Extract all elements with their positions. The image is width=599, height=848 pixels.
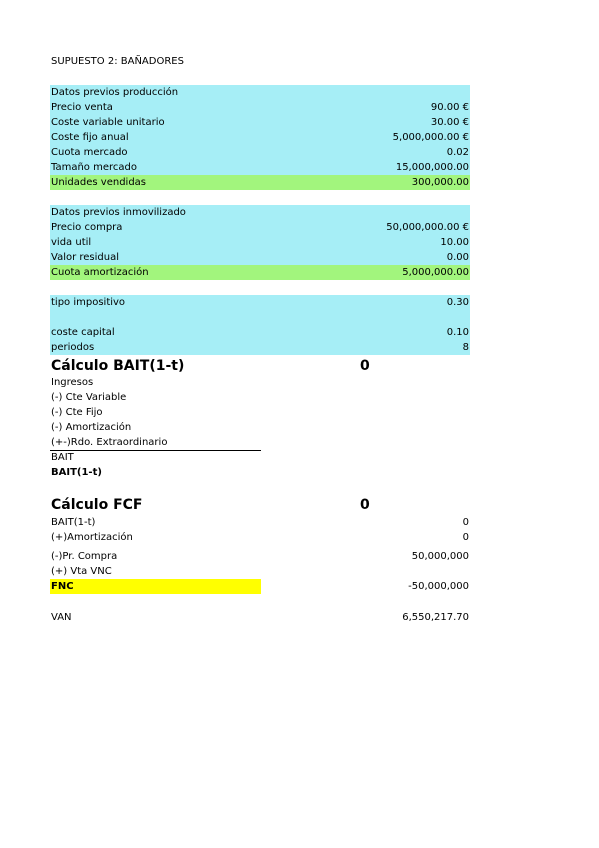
bait1t-label: BAIT(1-t) xyxy=(51,467,102,478)
row-label: vida util xyxy=(51,237,92,248)
row-label: (+)Amortización xyxy=(51,532,133,543)
inmovilizado-block xyxy=(50,205,470,280)
row-label: Precio compra xyxy=(51,222,123,233)
periodos-row[interactable] xyxy=(50,340,470,355)
fcf-block-2 xyxy=(50,549,470,594)
coste-capital-row[interactable] xyxy=(50,325,470,340)
row-label: (+) Vta VNC xyxy=(51,566,112,577)
produccion-header-row[interactable] xyxy=(50,85,470,100)
row-label: Cuota mercado xyxy=(51,147,128,158)
coste-capital-label: coste capital xyxy=(51,327,115,338)
bait-row[interactable] xyxy=(50,450,470,465)
produccion-row-coste-variable[interactable] xyxy=(50,115,470,130)
fcf-block xyxy=(50,515,470,545)
bait-item-cte-variable[interactable] xyxy=(50,390,470,405)
produccion-row-tamano-mercado[interactable] xyxy=(50,160,470,175)
row-label: Tamaño mercado xyxy=(51,162,137,173)
van-block xyxy=(50,610,470,625)
row-label: (+-)Rdo. Extraordinario xyxy=(51,437,168,448)
bait-heading-value: 0 xyxy=(360,358,370,374)
row-value: 5,000,000.00 xyxy=(402,267,469,278)
row-label: (-) Cte Variable xyxy=(51,392,127,403)
bait-label: BAIT xyxy=(51,452,74,463)
van-label: VAN xyxy=(51,612,72,623)
periodos-value: 8 xyxy=(462,342,469,353)
row-value: 0.00 xyxy=(446,252,469,263)
row-label: (-)Pr. Compra xyxy=(51,551,118,562)
fcf-bait1t-row[interactable] xyxy=(50,515,470,530)
row-label: Cuota amortización xyxy=(51,267,149,278)
van-row[interactable] xyxy=(50,610,470,625)
produccion-block xyxy=(50,85,470,190)
row-value: 90.00 € xyxy=(430,102,469,113)
van-value: 6,550,217.70 xyxy=(402,612,469,623)
row-value: 50,000,000.00 € xyxy=(386,222,469,233)
inmovilizado-row-cuota-amortizacion[interactable] xyxy=(50,265,470,280)
coste-capital-value: 0.10 xyxy=(446,327,469,338)
fcf-compra-row[interactable] xyxy=(50,549,470,564)
fcf-vnc-row[interactable] xyxy=(50,564,470,579)
fcf-heading: Cálculo FCF xyxy=(51,497,143,513)
row-value: 10.00 xyxy=(440,237,469,248)
row-label: Precio venta xyxy=(51,102,113,113)
blank-row[interactable] xyxy=(50,310,470,325)
periodos-label: periodos xyxy=(51,342,95,353)
row-label: Unidades vendidas xyxy=(51,177,147,188)
fcf-amortizacion-row[interactable] xyxy=(50,530,470,545)
row-label: Valor residual xyxy=(51,252,120,263)
row-value: 300,000.00 xyxy=(411,177,469,188)
produccion-row-unidades-vendidas[interactable] xyxy=(50,175,470,190)
sheet-title: SUPUESTO 2: BAÑADORES xyxy=(51,56,184,67)
row-label: (-) Cte Fijo xyxy=(51,407,103,418)
bait-item-ingresos[interactable] xyxy=(50,375,470,390)
tipo-impositivo-row[interactable] xyxy=(50,295,470,310)
bait-item-cte-fijo[interactable] xyxy=(50,405,470,420)
bait-item-rdo-extraordinario[interactable] xyxy=(50,435,470,450)
produccion-header: Datos previos producción xyxy=(51,87,179,98)
row-label: (-) Amortización xyxy=(51,422,132,433)
row-label: Ingresos xyxy=(51,377,94,388)
produccion-row-precio-venta[interactable] xyxy=(50,100,470,115)
row-value: 15,000,000.00 xyxy=(395,162,469,173)
tipo-impositivo-label: tipo impositivo xyxy=(51,297,126,308)
inmovilizado-row-valor-residual[interactable] xyxy=(50,250,470,265)
bait1t-row[interactable] xyxy=(50,465,470,480)
fnc-value: -50,000,000 xyxy=(408,581,469,592)
fcf-heading-value: 0 xyxy=(360,497,370,513)
otros-block xyxy=(50,295,470,355)
inmovilizado-row-precio-compra[interactable] xyxy=(50,220,470,235)
row-label: Coste fijo anual xyxy=(51,132,129,143)
tipo-impositivo-value: 0.30 xyxy=(446,297,469,308)
produccion-row-coste-fijo[interactable] xyxy=(50,130,470,145)
inmovilizado-header-row[interactable] xyxy=(50,205,470,220)
row-label: BAIT(1-t) xyxy=(51,517,96,528)
row-value: 0 xyxy=(462,517,469,528)
row-value: 5,000,000.00 € xyxy=(392,132,469,143)
produccion-row-cuota-mercado[interactable] xyxy=(50,145,470,160)
bait-item-amortizacion[interactable] xyxy=(50,420,470,435)
row-value: 50,000,000 xyxy=(411,551,469,562)
row-value: 0 xyxy=(462,532,469,543)
inmovilizado-row-vida-util[interactable] xyxy=(50,235,470,250)
inmovilizado-header: Datos previos inmovilizado xyxy=(51,207,186,218)
bait-divider xyxy=(50,450,261,451)
row-label: Coste variable unitario xyxy=(51,117,165,128)
row-value: 30.00 € xyxy=(430,117,469,128)
bait-block xyxy=(50,375,470,480)
fcf-fnc-row[interactable] xyxy=(50,579,470,594)
bait-heading: Cálculo BAIT(1-t) xyxy=(51,358,185,374)
fnc-label: FNC xyxy=(50,579,261,594)
row-value: 0.02 xyxy=(446,147,469,158)
